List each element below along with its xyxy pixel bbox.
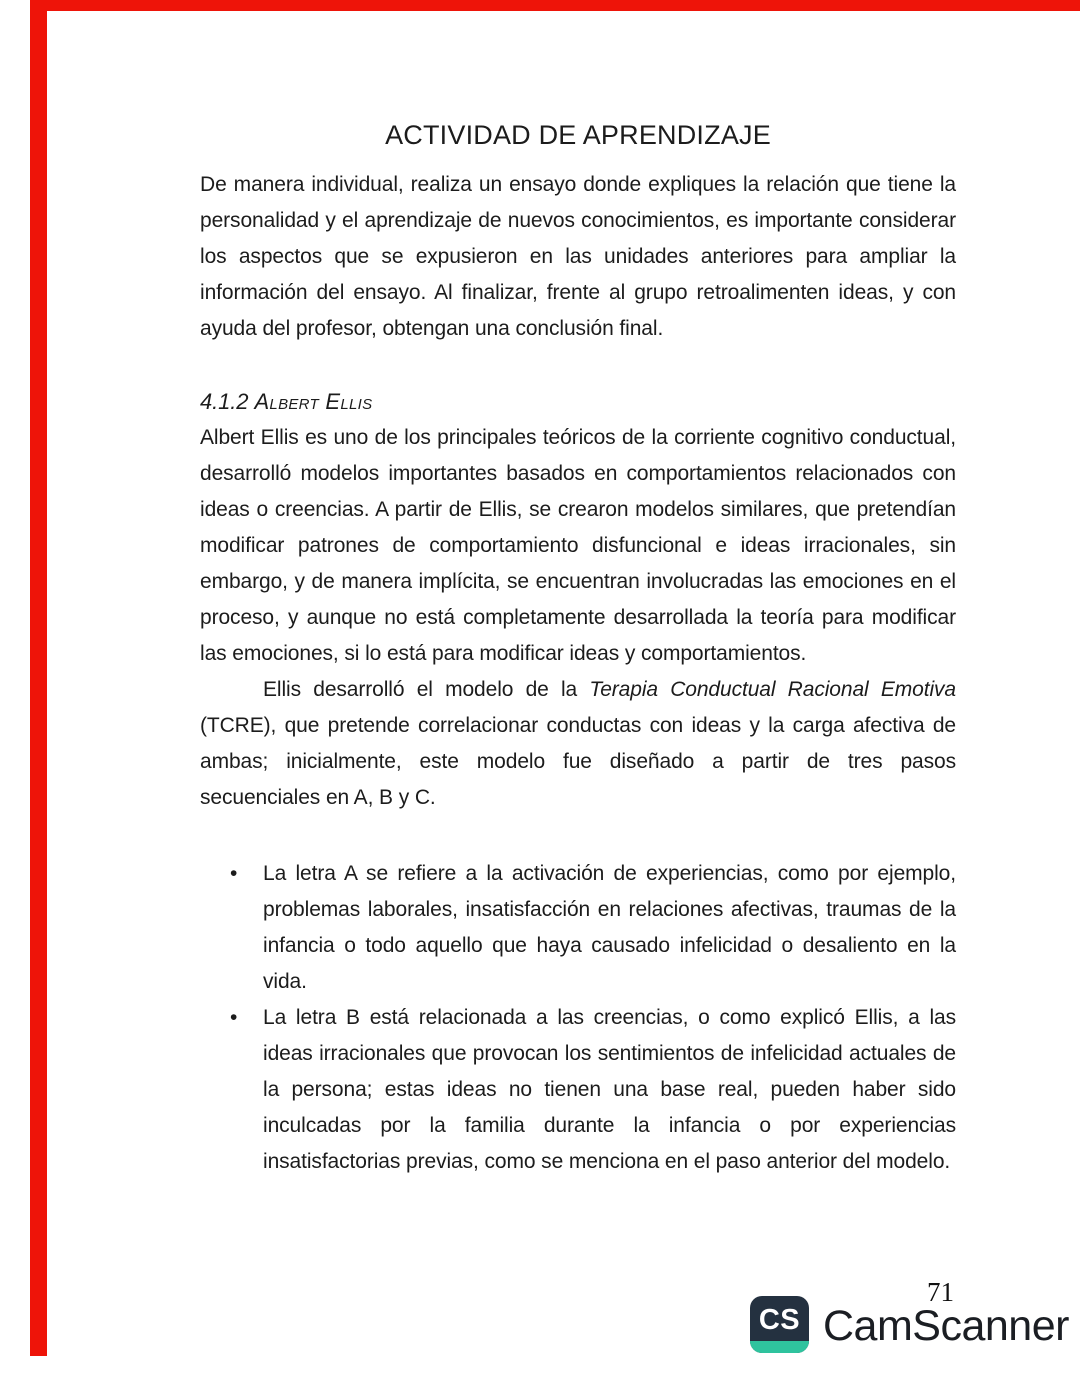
camscanner-wordmark: CamScanner <box>823 1302 1069 1350</box>
document-title: ACTIVIDAD DE APRENDIZAJE <box>385 120 771 150</box>
bullet-text-a: La letra A se refiere a la activación de experiencias, como por ejemplo, problemas laborales, insatisfacción en relaciones afectivas, traumas de la infancia o todo aquello que haya causado infelicidad o desaliento en la vida. <box>263 862 956 993</box>
bullet-icon: • <box>230 862 238 885</box>
camscanner-logo-icon <box>750 1296 809 1353</box>
section-paragraph-2 <box>200 672 956 816</box>
tcre-text-pre: Ellis desarrolló el modelo de la <box>263 678 590 701</box>
section-heading-name: Albert Ellis <box>254 389 373 414</box>
camscanner-logo-accent-bar <box>750 1341 809 1353</box>
page-number: 71 <box>927 1277 954 1307</box>
camscanner-logo-letters: CS <box>758 1303 801 1336</box>
section-paragraph-1: Albert Ellis es uno de los principales teóricos de la corriente cognitivo conductual, desarrolló modelos importantes basados en comportamientos relacionados con ideas o creencias. A partir de Ellis, se crearon modelos similares, que pretendían modificar patrones de comportamiento disfuncional e ideas irracionales, sin embargo, y de manera implícita, se encuentran involucradas las emociones en el proceso, y aunque no está completamente desarrollada la teoría para modificar las emociones, si lo está para modificar ideas y comportamientos. <box>200 426 956 665</box>
tcre-book-title: Terapia Conductual Racional Emotiva <box>589 678 956 701</box>
bullet-icon: • <box>230 1006 238 1029</box>
list-item <box>200 1000 956 1180</box>
scan-edge-top <box>40 0 1080 11</box>
list-item <box>200 856 956 1000</box>
bullet-list <box>200 856 956 1180</box>
scan-edge-left <box>30 0 47 1356</box>
intro-paragraph: De manera individual, realiza un ensayo donde expliques la relación que tiene la personalidad y el aprendizaje de nuevos conocimientos, es importante considerar los aspectos que se expusieron en las unidades anteriores para ampliar la información del ensayo. Al finalizar, frente al grupo retroalimenten ideas, y con ayuda del profesor, obtengan una conclusión final. <box>200 173 956 340</box>
section-heading-number: 4.1.2 <box>200 389 255 414</box>
tcre-text-post: (TCRE), que pretende correlacionar conductas con ideas y la carga afectiva de ambas; inicialmente, este modelo fue diseñado a partir de tres pasos secuenciales en A, B y C. <box>200 714 956 809</box>
document-body <box>200 117 956 1180</box>
bullet-text-b: La letra B está relacionada a las creencias, o como explicó Ellis, a las ideas irracionales que provocan los sentimientos de infelicidad actuales de la persona; estas ideas no tienen una base real, pueden haber sido inculcadas por la familia durante la infancia o por experiencias insatisfactorias previas, como se menciona en el paso anterior del modelo. <box>263 1006 956 1173</box>
section-heading <box>200 384 956 420</box>
